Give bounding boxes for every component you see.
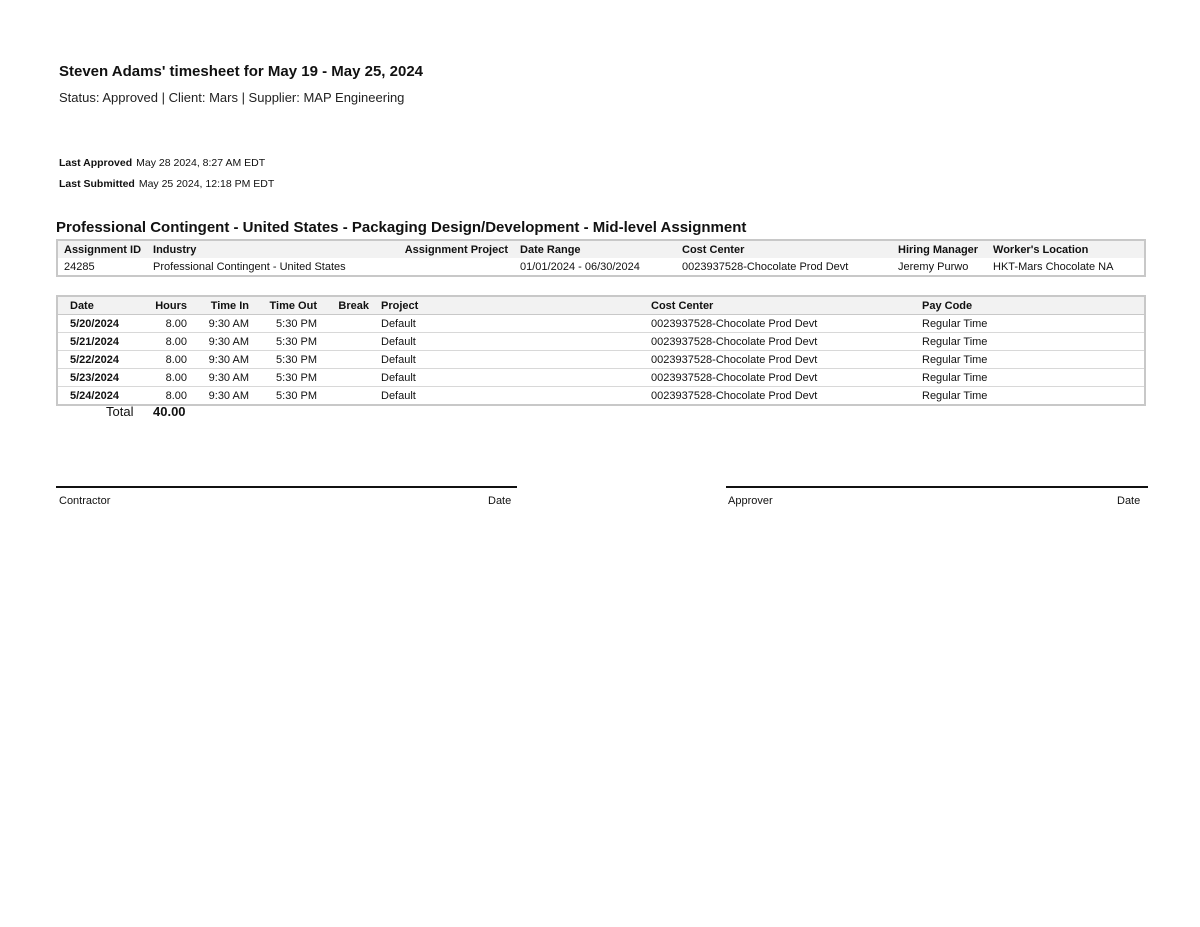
entry-break (323, 387, 375, 406)
entry-time-in: 9:30 AM (193, 315, 255, 333)
table-row (57, 369, 1145, 387)
pay-code-header: Pay Code (916, 296, 1145, 315)
entry-hours: 8.00 (165, 389, 187, 402)
time-out-header: Time Out (255, 296, 323, 315)
assignment-value-row (57, 258, 1145, 276)
entry-cost-center: 0023937528-Chocolate Prod Devt (645, 351, 916, 369)
worker-location: HKT-Mars Chocolate NA (993, 260, 1114, 273)
contractor-signature-line (56, 486, 517, 488)
entry-pay-code: Regular Time (916, 369, 1145, 387)
entry-hours: 8.00 (143, 333, 193, 351)
entry-pay-code: Regular Time (916, 315, 1145, 333)
approver-signature-line (726, 486, 1148, 488)
entry-project: Default (375, 315, 645, 333)
assignment-header-row (57, 240, 1145, 258)
entry-project: Default (375, 333, 645, 351)
table-row (57, 315, 1145, 333)
contractor-label: Contractor (59, 495, 111, 507)
table-row (57, 333, 1145, 351)
table-row (57, 351, 1145, 369)
industry: Professional Contingent - United States (153, 260, 346, 273)
assignment-project-header: Assignment Project (397, 240, 514, 258)
entry-pay-code: Regular Time (916, 333, 1145, 351)
assignment-title: Professional Contingent - United States - Packaging Design/Development - Mid-level Assignment (56, 219, 747, 236)
entry-time-out: 5:30 PM (255, 351, 323, 369)
cost-center: 0023937528-Chocolate Prod Devt (682, 260, 849, 273)
project-header: Project (375, 296, 645, 315)
hiring-manager-header: Hiring Manager (892, 240, 987, 258)
entry-project: Default (375, 351, 645, 369)
entry-date: 5/24/2024 (70, 389, 119, 402)
worker-location-header: Worker's Location (987, 240, 1145, 258)
entry-hours: 8.00 (143, 315, 193, 333)
entry-date: 5/20/2024 (57, 315, 143, 333)
entry-hours: 8.00 (143, 351, 193, 369)
entry-project: Default (381, 389, 416, 402)
entry-date: 5/22/2024 (57, 351, 143, 369)
assignment-id: 24285 (64, 260, 95, 273)
hours-header: Hours (143, 296, 193, 315)
assignment-id-header: Assignment ID (57, 240, 147, 258)
entry-time-in: 9:30 AM (193, 369, 255, 387)
entry-hours: 8.00 (143, 369, 193, 387)
time-entries-table (56, 295, 1146, 406)
total-hours: 40.00 (153, 404, 186, 419)
entry-cost-center: 0023937528-Chocolate Prod Devt (651, 389, 818, 402)
assignment-project (397, 258, 514, 276)
last-approved-row (59, 157, 265, 169)
entry-cost-center-header: Cost Center (645, 296, 916, 315)
last-submitted-value: May 25 2024, 12:18 PM EDT (138, 178, 275, 190)
time-in-header: Time In (193, 296, 255, 315)
entry-cost-center: 0023937528-Chocolate Prod Devt (645, 333, 916, 351)
entry-time-out: 5:30 PM (255, 315, 323, 333)
break-header: Break (323, 296, 375, 315)
entry-time-in: 9:30 AM (193, 351, 255, 369)
entries-header-row (57, 296, 1145, 315)
entry-time-out: 5:30 PM (255, 369, 323, 387)
entry-break (323, 369, 375, 387)
date-range: 01/01/2024 - 06/30/2024 (520, 260, 640, 273)
last-approved-label: Last Approved (59, 157, 133, 169)
entry-date: 5/21/2024 (57, 333, 143, 351)
industry-header: Industry (147, 240, 397, 258)
entry-break (323, 351, 375, 369)
entry-cost-center: 0023937528-Chocolate Prod Devt (645, 315, 916, 333)
last-submitted-row (59, 178, 274, 190)
entry-time-in: 9:30 AM (208, 389, 249, 402)
entry-break (323, 333, 375, 351)
entry-time-out: 5:30 PM (276, 389, 317, 402)
last-submitted-label: Last Submitted (59, 178, 135, 190)
date-range-header: Date Range (514, 240, 676, 258)
assignment-table (56, 239, 1146, 277)
entry-break (323, 315, 375, 333)
date-header: Date (57, 296, 143, 315)
hiring-manager: Jeremy Purwo (898, 260, 969, 273)
approver-label: Approver (728, 495, 773, 507)
last-approved-value: May 28 2024, 8:27 AM EDT (136, 157, 266, 169)
entry-time-out: 5:30 PM (255, 333, 323, 351)
approver-date-label: Date (1117, 495, 1141, 507)
cost-center-header: Cost Center (676, 240, 892, 258)
total-label: Total (106, 404, 134, 419)
entry-pay-code: Regular Time (916, 351, 1145, 369)
table-row (57, 387, 1145, 406)
contractor-date-label: Date (488, 495, 512, 507)
entry-pay-code: Regular Time (922, 389, 988, 402)
entry-cost-center: 0023937528-Chocolate Prod Devt (645, 369, 916, 387)
entry-date: 5/23/2024 (57, 369, 143, 387)
timesheet-title: Steven Adams' timesheet for May 19 - May 25, 2024 (59, 63, 424, 80)
entry-time-in: 9:30 AM (193, 333, 255, 351)
entry-project: Default (375, 369, 645, 387)
status-line: Status: Approved | Client: Mars | Supplier: MAP Engineering (59, 90, 405, 105)
